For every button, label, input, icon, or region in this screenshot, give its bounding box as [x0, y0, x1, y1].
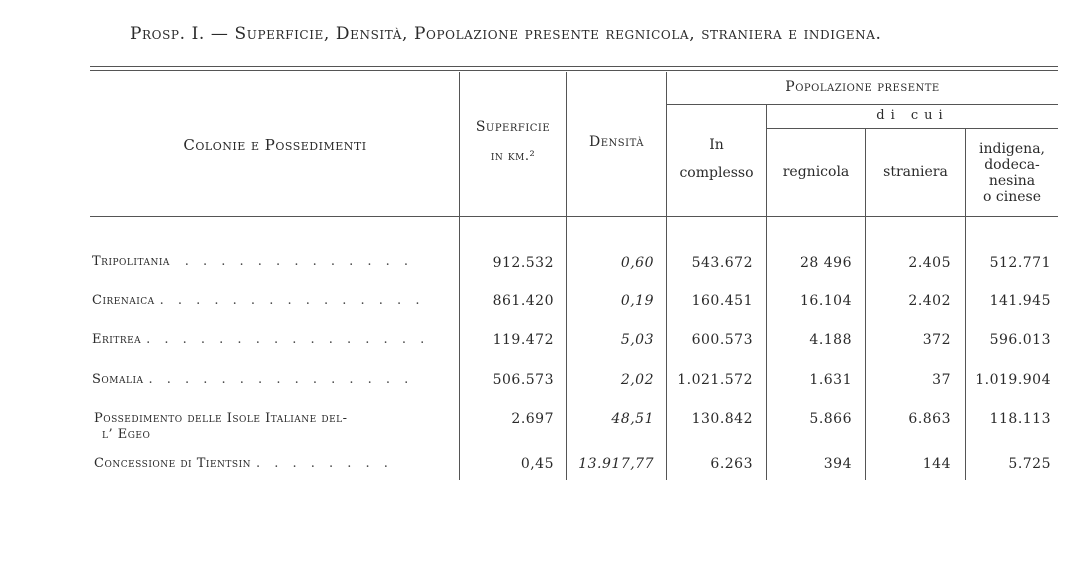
cell-indigena: 1.019.904: [975, 372, 1051, 388]
cell-superficie: 2.697: [511, 411, 554, 427]
cell-complesso: 160.451: [691, 293, 753, 309]
top-rule-1: [90, 66, 1058, 67]
cell-densita: 0,19: [620, 293, 654, 309]
top-rule-2: [90, 70, 1058, 71]
header-indigena-l4: o cinese: [983, 189, 1041, 205]
header-indigena-l3: nesina: [988, 173, 1036, 189]
cell-regnicola: 1.631: [809, 372, 852, 388]
di-cui-rule: [766, 128, 1058, 129]
cell-densita: 2,02: [620, 372, 654, 388]
table-row-label: [92, 254, 413, 269]
cell-superficie: 506.573: [492, 372, 554, 388]
table-row-label: [92, 293, 424, 308]
cell-regnicola: 394: [823, 456, 852, 472]
cell-densita: 0,60: [620, 255, 654, 271]
cell-densita: 13.917,77: [578, 456, 654, 472]
cell-regnicola: 4.188: [809, 332, 852, 348]
leader-dots: . . . . . . . .: [255, 456, 393, 471]
cell-regnicola: 16.104: [800, 293, 852, 309]
header-densita: Densità: [589, 134, 644, 150]
table-row-label: [92, 456, 393, 471]
leader-dots: . . . . . . . . . . . . .: [184, 254, 414, 269]
header-straniera: straniera: [883, 164, 948, 180]
cell-straniera: 2.402: [908, 293, 951, 309]
header-bottom-rule: [90, 216, 1058, 217]
cell-complesso: 130.842: [691, 411, 753, 427]
cell-complesso: 6.263: [710, 456, 753, 472]
cell-indigena: 5.725: [1008, 456, 1051, 472]
cell-indigena: 512.771: [989, 255, 1051, 271]
cell-indigena: 141.945: [989, 293, 1051, 309]
table-row-label: [92, 411, 348, 443]
header-popolazione: Popolazione presente: [785, 79, 940, 95]
cell-superficie: 861.420: [492, 293, 554, 309]
header-indigena-l1: indigena,: [979, 141, 1045, 157]
header-indigena: [966, 141, 1058, 205]
leader-dots: . . . . . . . . . . . . . . .: [159, 293, 425, 308]
header-complesso: complesso: [679, 165, 754, 181]
header-di-cui: di cui: [876, 108, 949, 123]
cell-complesso: 1.021.572: [677, 372, 753, 388]
cell-regnicola: 28 496: [800, 255, 852, 271]
row-name: Somalia: [92, 372, 144, 387]
header-regnicola: regnicola: [782, 164, 850, 180]
popolazione-rule: [666, 104, 1058, 105]
row-name: Cirenaica: [92, 293, 155, 308]
cell-straniera: 2.405: [908, 255, 951, 271]
row-name: Eritrea: [92, 332, 142, 347]
cell-straniera: 372: [922, 332, 951, 348]
header-superficie: Superficie: [475, 119, 551, 135]
row-name: Concessione di Tientsin: [94, 456, 252, 471]
header-colonie: Colonie e Possedimenti: [183, 136, 367, 154]
cell-straniera: 37: [932, 372, 951, 388]
cell-regnicola: 5.866: [809, 411, 852, 427]
header-superficie-unit: in km.²: [490, 149, 536, 164]
cell-complesso: 543.672: [691, 255, 753, 271]
leader-dots: . . . . . . . . . . . . . . .: [148, 372, 414, 387]
row-name: Tripolitania: [92, 254, 170, 269]
row-name: Possedimento delle Isole Italiane del-: [94, 411, 348, 426]
cell-superficie: 0,45: [520, 456, 554, 472]
cell-indigena: 596.013: [989, 332, 1051, 348]
cell-densita: 5,03: [620, 332, 654, 348]
table-row-label: [92, 332, 429, 347]
cell-straniera: 144: [922, 456, 951, 472]
cell-superficie: 912.532: [492, 255, 554, 271]
cell-superficie: 119.472: [492, 332, 554, 348]
cell-complesso: 600.573: [691, 332, 753, 348]
cell-indigena: 118.113: [989, 411, 1051, 427]
cell-densita: 48,51: [611, 411, 654, 427]
header-indigena-l2: dodeca-: [984, 157, 1040, 173]
table-title: Prosp. I. — Superficie, Densità, Popolazione presente regnicola, straniera e indigena.: [130, 24, 882, 44]
table-row-label: [92, 372, 413, 387]
leader-dots: . . . . . . . . . . . . . . . .: [146, 332, 430, 347]
row-name-cont: l’ Egeo: [102, 427, 151, 442]
header-in: In: [709, 137, 724, 153]
cell-straniera: 6.863: [908, 411, 951, 427]
